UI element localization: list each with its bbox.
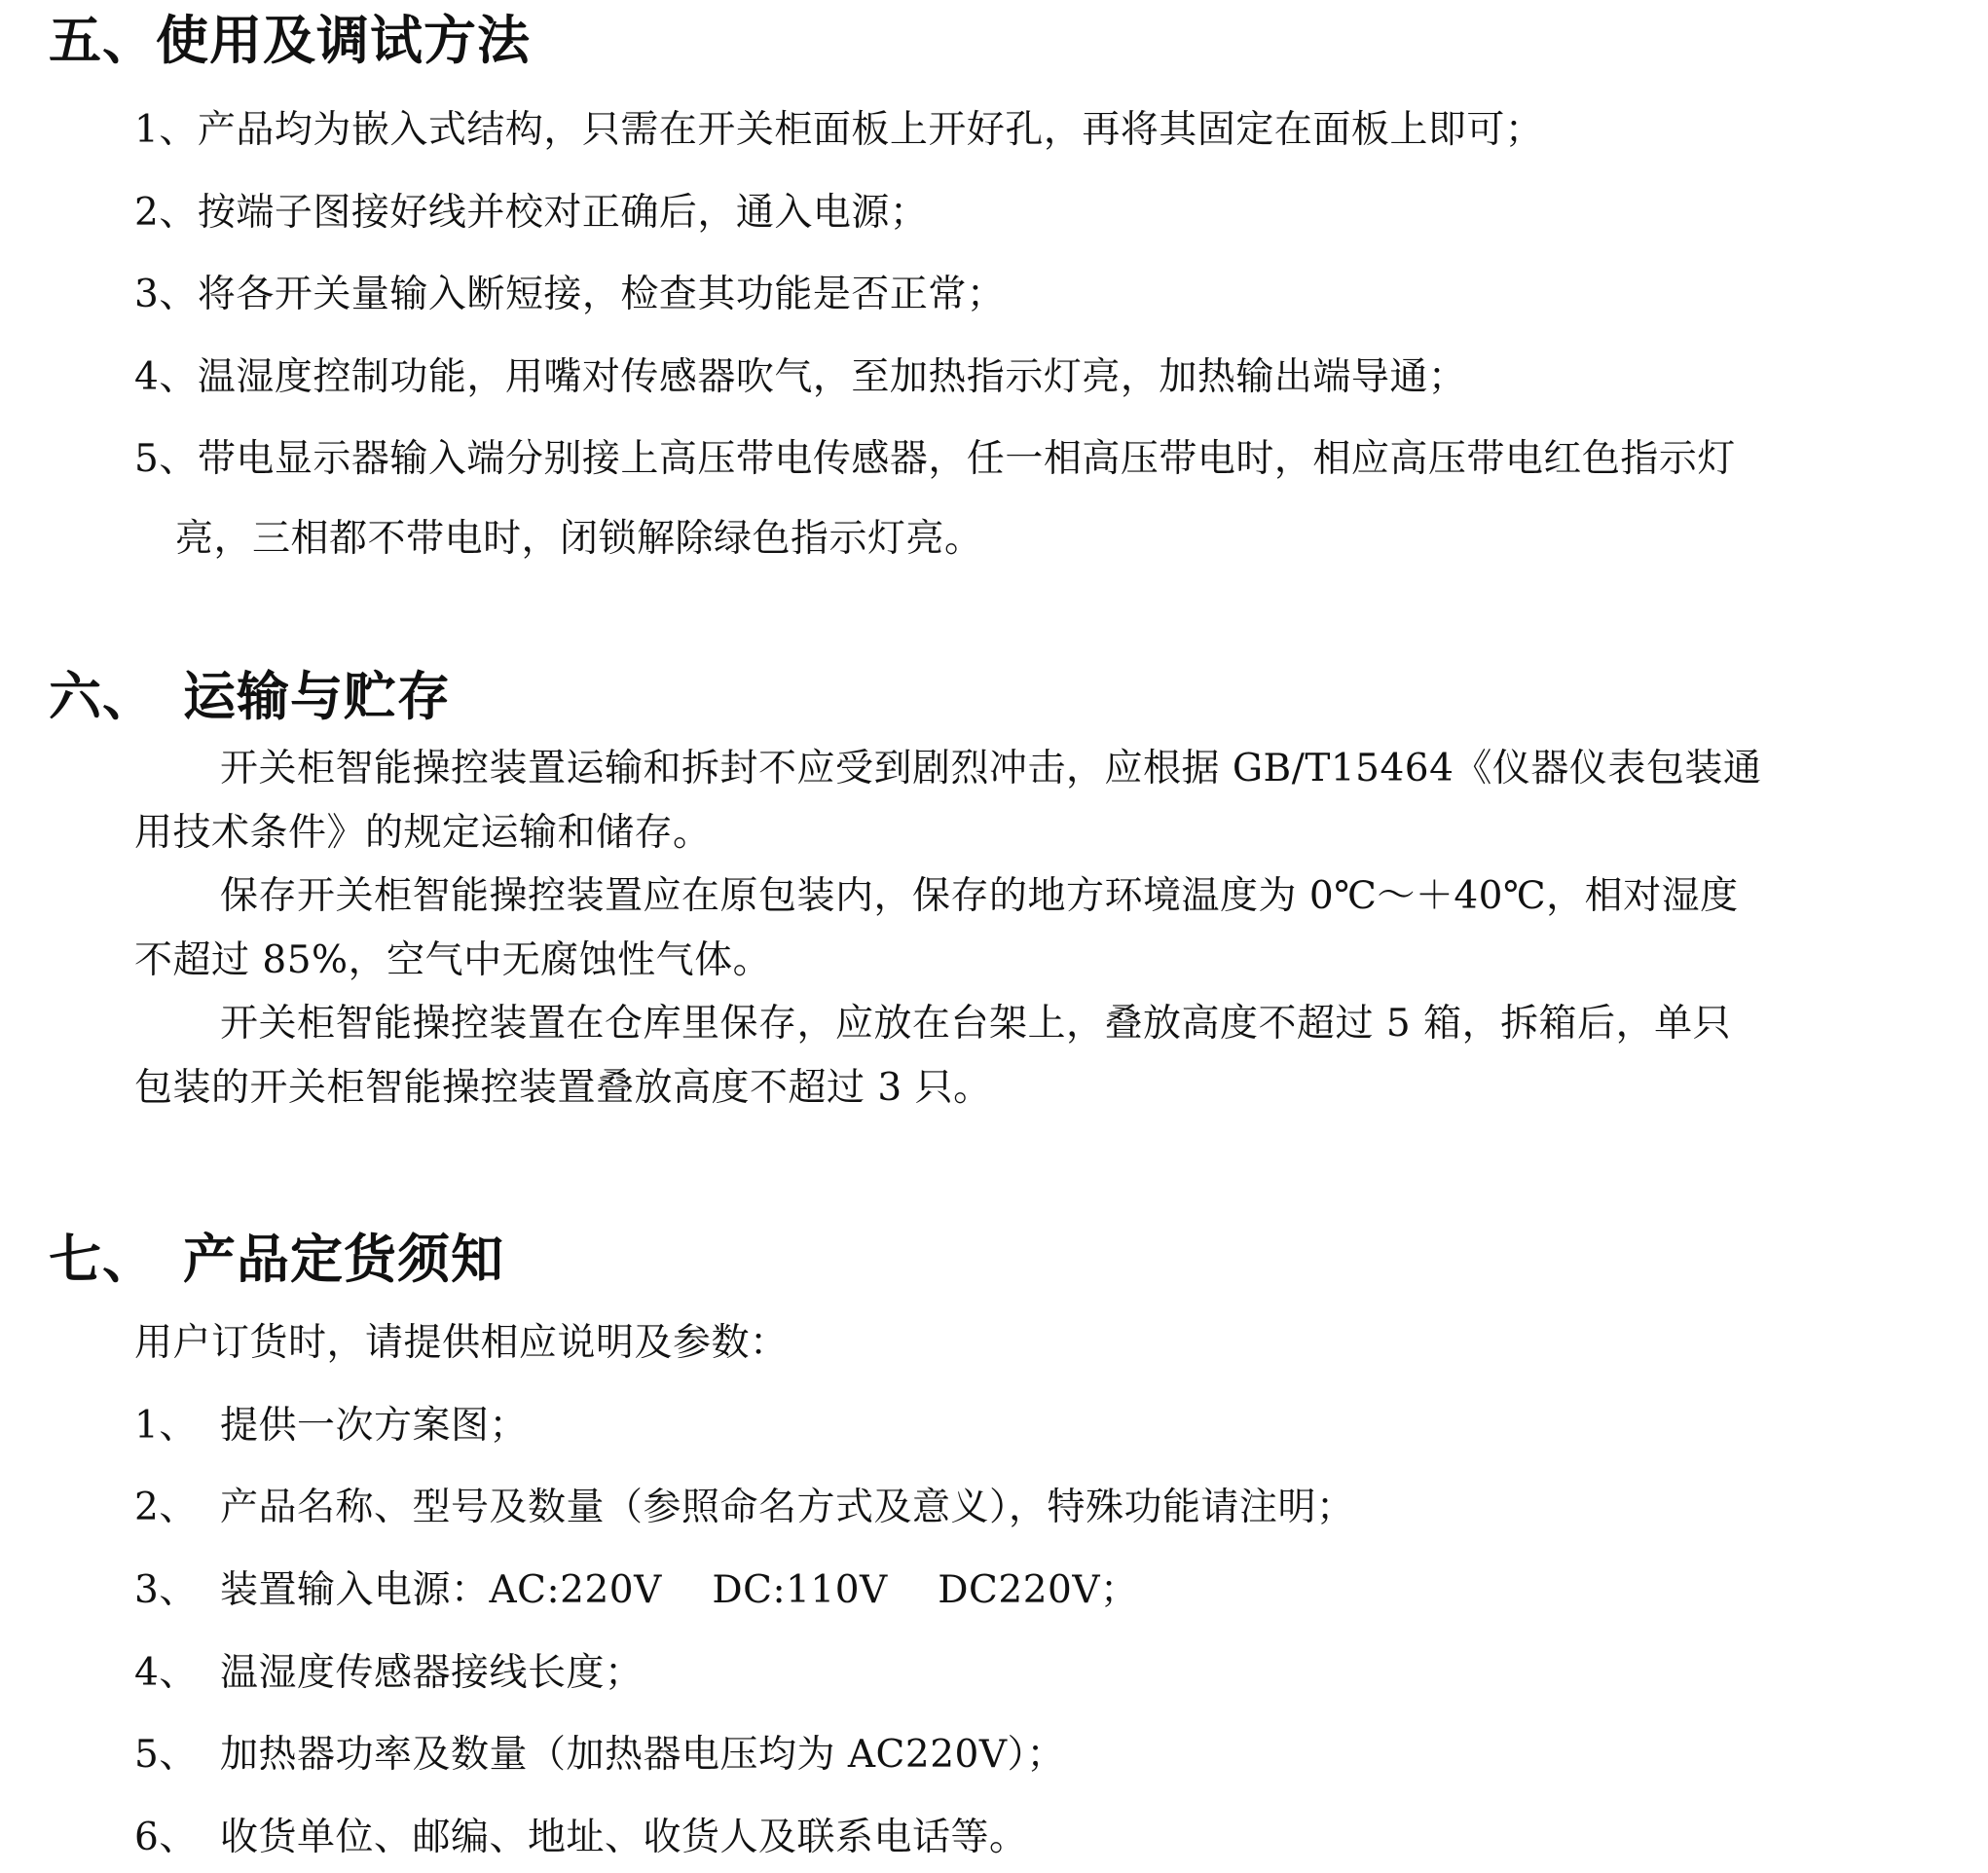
section-7-number: 七、: [49, 1229, 156, 1290]
section-5-item-5-continued: 亮，三相都不带电时，闭锁解除绿色指示灯亮。: [175, 517, 983, 561]
section-5-item-5: 5、带电显示器输入端分别接上高压带电传感器，任一相高压带电时，相应高压带电红色指示灯: [134, 437, 1736, 481]
order-item-text: 加热器功率及数量（加热器电压均为 AC220V）；: [220, 1733, 1066, 1777]
section-7-heading: [49, 1229, 504, 1291]
section-6-para-3-line-2: 包装的开关柜智能操控装置叠放高度不超过 3 只。: [134, 1066, 992, 1110]
section-6-heading: [49, 666, 451, 728]
order-item-5: [134, 1732, 1065, 1779]
section-6-para-1-line-1: 开关柜智能操控装置运输和拆封不应受到剧烈冲击，应根据 GB/T15464《仪器仪表包装通: [220, 747, 1762, 790]
order-item-text: 温湿度传感器接线长度；: [220, 1651, 644, 1695]
section-7-intro: 用户订货时，请提供相应说明及参数：: [134, 1321, 789, 1365]
order-item-3: [134, 1567, 1139, 1614]
section-5-heading: [49, 10, 531, 72]
order-item-number: 1、: [134, 1404, 198, 1448]
section-5-item-1: 1、产品均为嵌入式结构，只需在开关柜面板上开好孔，再将其固定在面板上即可；: [134, 108, 1544, 152]
order-item-text: 产品名称、型号及数量（参照命名方式及意义），特殊功能请注明；: [220, 1486, 1355, 1529]
order-item-number: 5、: [134, 1733, 198, 1777]
section-6-para-2-line-1: 保存开关柜智能操控装置应在原包装内，保存的地方环境温度为 0℃～＋40℃，相对湿度: [220, 874, 1739, 918]
order-item-text: 提供一次方案图；: [220, 1404, 529, 1448]
order-item-1: [134, 1403, 528, 1450]
order-item-number: 2、: [134, 1486, 198, 1529]
section-5-item-3: 3、将各开关量输入断短接，检查其功能是否正常；: [134, 273, 1006, 316]
section-6-para-3-line-1: 开关柜智能操控装置在仓库里保存，应放在台架上，叠放高度不超过 5 箱，拆箱后，单只: [220, 1002, 1732, 1046]
order-item-2: [134, 1485, 1355, 1531]
section-5-item-4: 4、温湿度控制功能，用嘴对传感器吹气，至加热指示灯亮，加热输出端导通；: [134, 355, 1467, 399]
section-6-number: 六、: [49, 666, 156, 727]
order-item-number: 3、: [134, 1568, 198, 1612]
section-6-title: 运输与贮存: [183, 666, 451, 727]
order-item-text: 装置输入电源：AC:220V DC:110V DC220V；: [220, 1568, 1139, 1612]
section-5-number: 五、: [49, 10, 156, 71]
section-5-item-2: 2、按端子图接好线并校对正确后，通入电源；: [134, 191, 929, 235]
section-6-para-1-line-2: 用技术条件》的规定运输和储存。: [134, 811, 712, 855]
order-item-6: [134, 1815, 1028, 1861]
order-item-4: [134, 1650, 644, 1697]
section-7-title: 产品定货须知: [183, 1229, 504, 1290]
section-5-title: 使用及调试方法: [156, 10, 531, 71]
order-item-number: 4、: [134, 1651, 198, 1695]
section-6-para-2-line-2: 不超过 85%，空气中无腐蚀性气体。: [134, 938, 772, 982]
order-item-text: 收货单位、邮编、地址、收货人及联系电话等。: [220, 1816, 1028, 1859]
order-item-number: 6、: [134, 1816, 198, 1859]
